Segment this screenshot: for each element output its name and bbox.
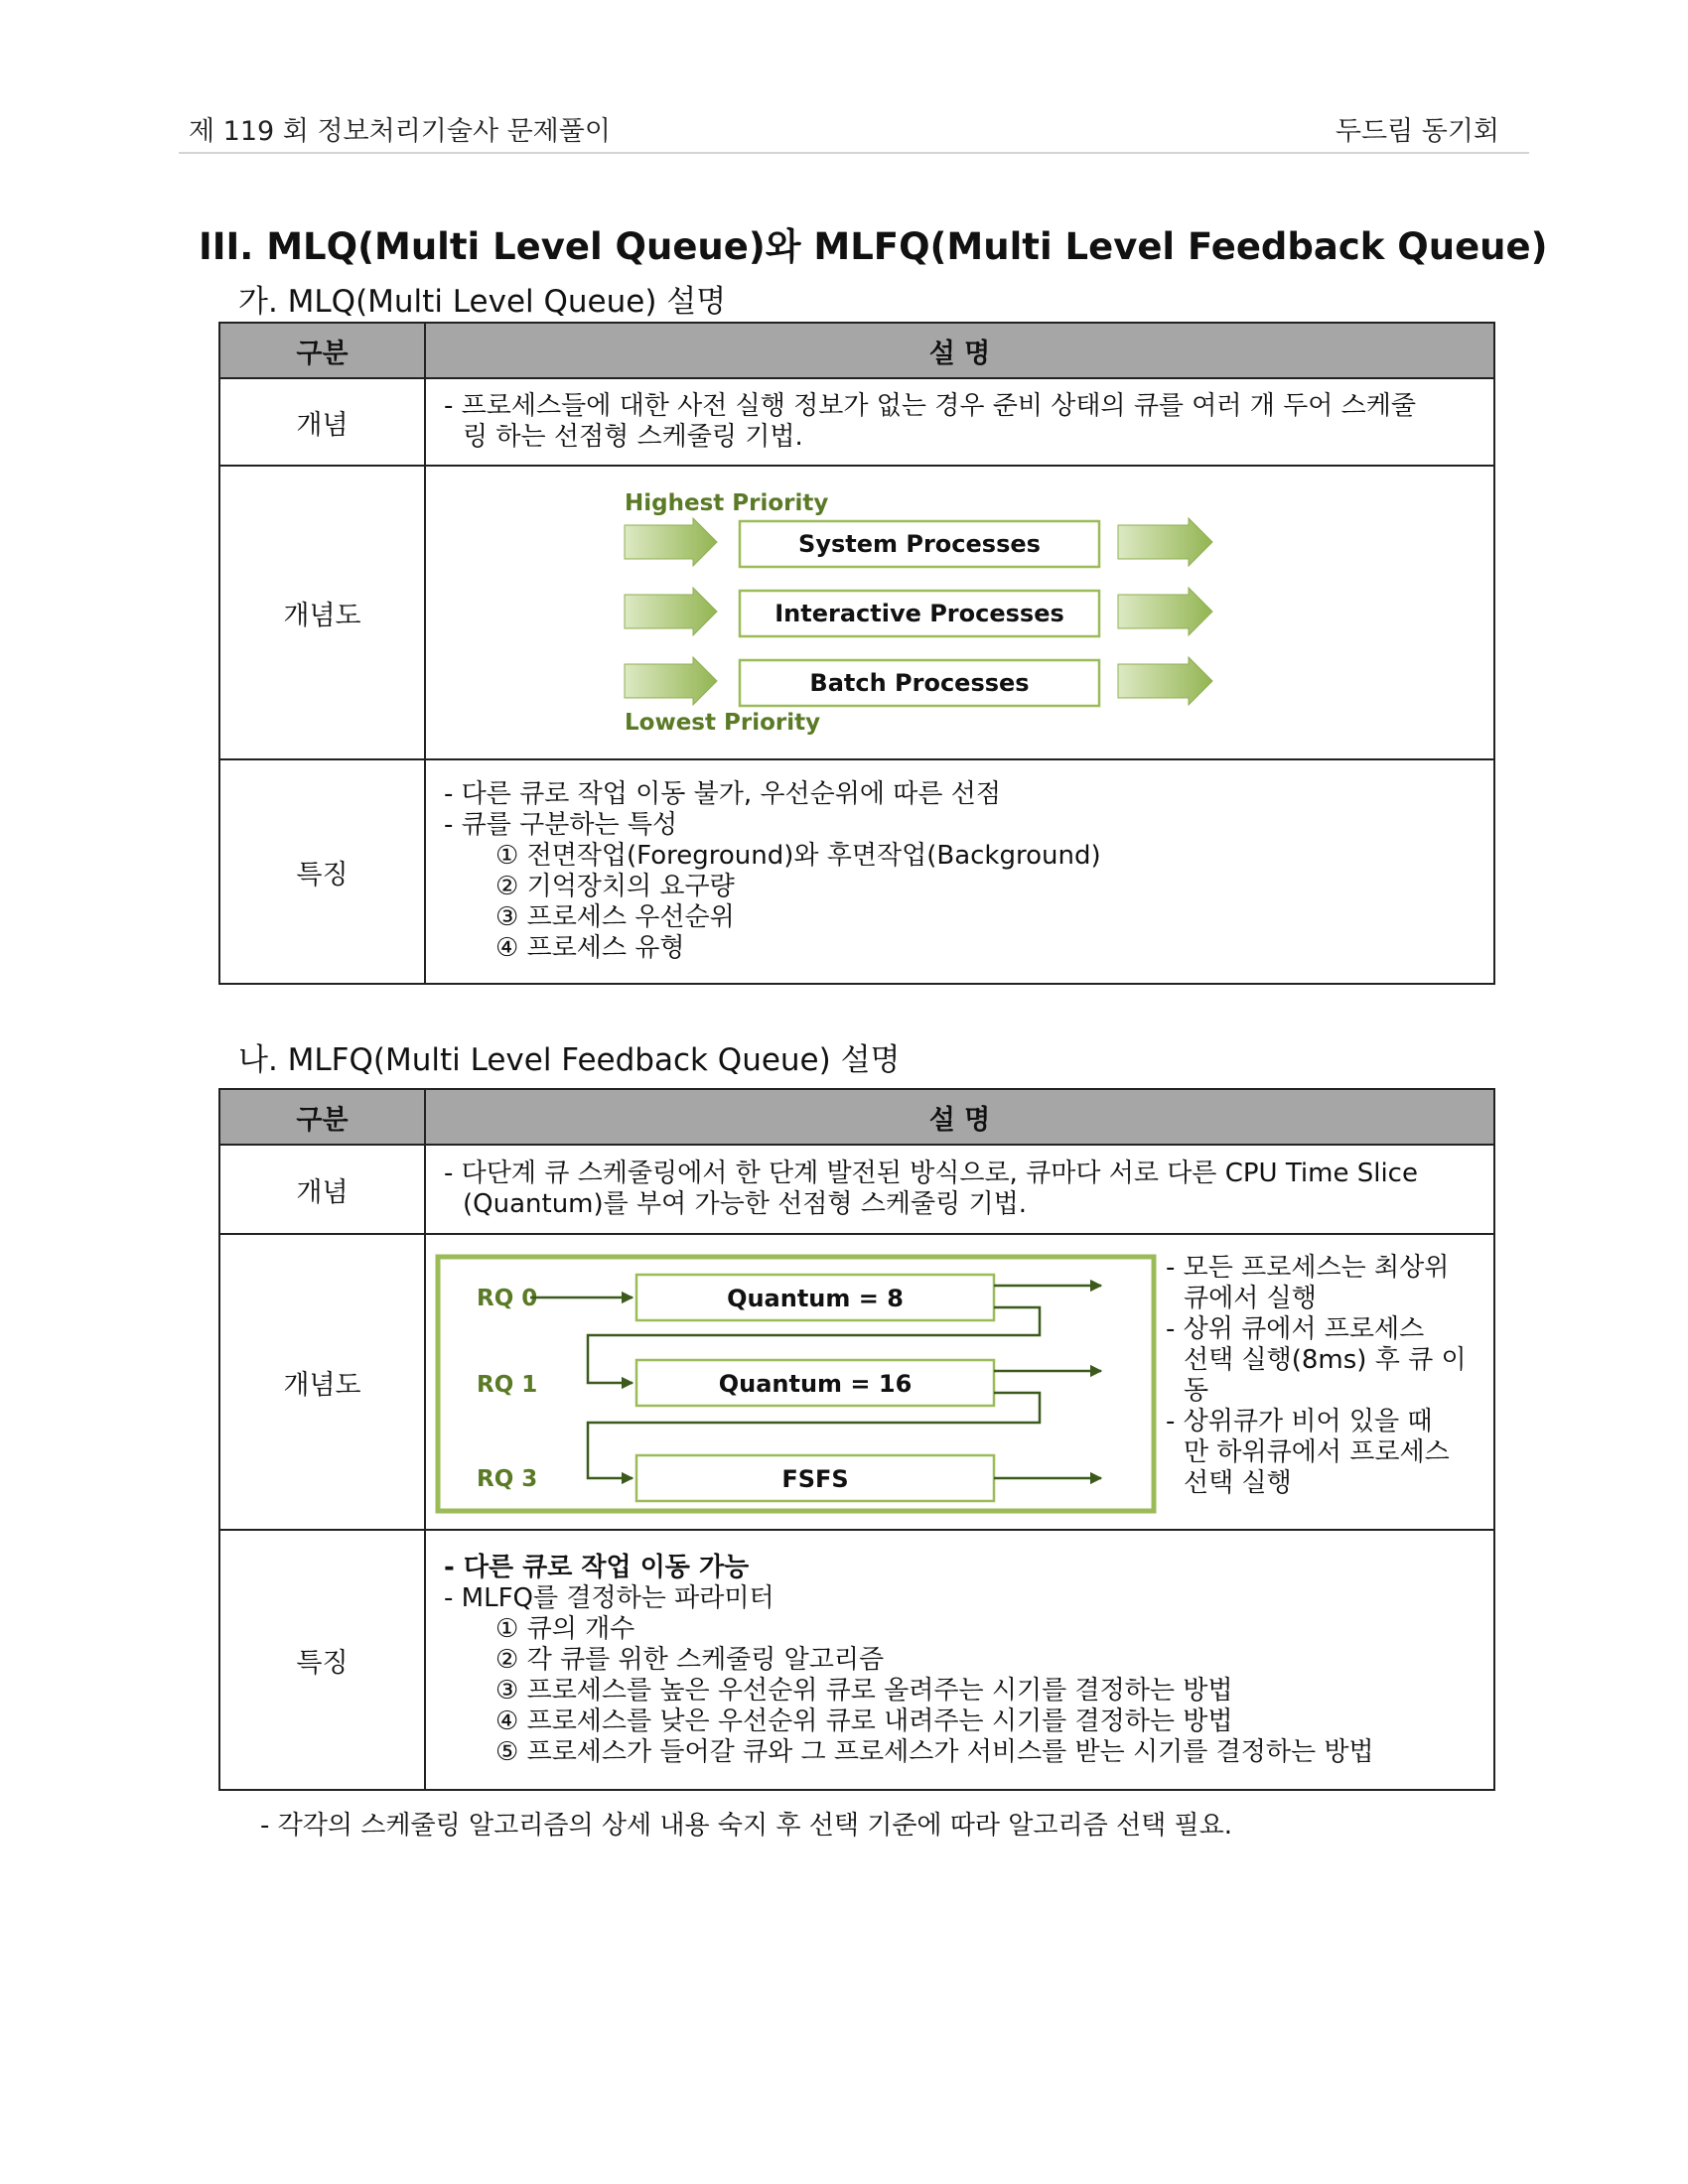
mlq-diagram-cell (425, 466, 1494, 759)
feature-line: - 다른 큐로 작업 이동 가능 (444, 1552, 750, 1582)
mlq-col-description: 설 명 (425, 323, 1494, 378)
mlfq-heading: 나. MLFQ(Multi Level Feedback Queue) 설명 (238, 1042, 901, 1078)
diagram-notes (1166, 1253, 1475, 1498)
feature-line: - 다른 큐로 작업 이동 불가, 우선순위에 따른 선점 (444, 779, 1001, 809)
queue-system-label: System Processes (798, 530, 1041, 558)
mlfq-diagram-label: 개념도 (219, 1234, 425, 1530)
mlq-features-label: 특징 (219, 759, 425, 984)
note-line: 큐에서 실행 (1184, 1284, 1317, 1313)
queue-rq0-label: Quantum = 8 (727, 1285, 904, 1312)
mlq-diagram (426, 467, 1493, 754)
output-arrow-icon (1118, 657, 1212, 705)
mlfq-concept-line: (Quantum)를 부여 가능한 선점형 스케줄링 기법. (463, 1189, 1027, 1219)
mlq-concept-label: 개념 (219, 378, 425, 466)
mlfq-concept-text (425, 1145, 1494, 1234)
mlfq-diagram (426, 1235, 1493, 1525)
highest-priority-label: Highest Priority (625, 490, 829, 516)
feature-item: ① 큐의 개수 (495, 1613, 635, 1644)
mlq-concept-text (425, 378, 1494, 466)
note-line: 선택 실행 (1184, 1468, 1292, 1498)
rq-label: RQ 3 (477, 1466, 538, 1492)
mlq-heading: 가. MLQ(Multi Level Queue) 설명 (238, 284, 727, 320)
feature-item: ④ 프로세스를 낮은 우선순위 큐로 내려주는 시기를 결정하는 방법 (495, 1706, 1233, 1736)
input-arrow-icon (625, 657, 717, 705)
feature-item: ① 전면작업(Foreground)와 후면작업(Background) (495, 841, 1101, 871)
note-line: 동 (1184, 1376, 1209, 1406)
output-arrow-icon (1118, 518, 1212, 566)
mlfq-features-label: 특징 (219, 1530, 425, 1790)
section-title: III. MLQ(Multi Level Queue)와 MLFQ(Multi Level Feedback Queue) (199, 225, 1548, 268)
feature-item: ④ 프로세스 유형 (495, 933, 685, 963)
input-arrow-icon (625, 518, 717, 566)
header-right: 두드림 동기회 (1335, 116, 1499, 147)
queue-rq3-label: FSFS (781, 1465, 849, 1493)
mlfq-features (425, 1530, 1494, 1790)
rq-label: RQ 1 (477, 1372, 538, 1398)
feature-item: ⑤ 프로세스가 들어갈 큐와 그 프로세스가 서비스를 받는 시기를 결정하는 방법 (495, 1736, 1374, 1767)
mlq-concept-line: - 프로세스들에 대한 사전 실행 정보가 없는 경우 준비 상태의 큐를 여러 개 두어 스케줄 (444, 391, 1417, 421)
mlfq-table (218, 1088, 1495, 1791)
mlq-table (218, 322, 1495, 985)
input-arrow-icon (625, 588, 717, 635)
queue-rq1-label: Quantum = 16 (718, 1370, 913, 1398)
lowest-priority-label: Lowest Priority (625, 710, 821, 736)
header-divider (179, 152, 1529, 154)
mlfq-col-category: 구분 (219, 1089, 425, 1145)
footer-note: - 각각의 스케줄링 알고리즘의 상세 내용 숙지 후 선택 기준에 따라 알고리즘 선택 필요. (260, 1811, 1233, 1841)
note-line: - 상위 큐에서 프로세스 (1166, 1314, 1425, 1344)
mlq-diagram-label: 개념도 (219, 466, 425, 759)
note-line: - 모든 프로세스는 최상위 (1166, 1253, 1450, 1283)
mlq-concept-line: 링 하는 선점형 스케줄링 기법. (463, 422, 803, 452)
mlq-col-category: 구분 (219, 323, 425, 378)
feature-item: ② 기억장치의 요구량 (495, 872, 735, 901)
note-line: 만 하위큐에서 프로세스 (1184, 1437, 1450, 1467)
mlq-features (425, 759, 1494, 984)
mlfq-concept-label: 개념 (219, 1145, 425, 1234)
mlfq-concept-line: - 다단계 큐 스케줄링에서 한 단계 발전된 방식으로, 큐마다 서로 다른 CPU Time Slice (444, 1159, 1418, 1188)
feature-item: ③ 프로세스를 높은 우선순위 큐로 올려주는 시기를 결정하는 방법 (495, 1675, 1233, 1706)
queue-interactive-label: Interactive Processes (774, 600, 1064, 627)
feature-item: ② 각 큐를 위한 스케줄링 알고리즘 (495, 1644, 885, 1675)
feature-line: - 큐를 구분하는 특성 (444, 810, 678, 840)
output-arrow-icon (1118, 588, 1212, 635)
rq-label: RQ 0 (477, 1286, 538, 1311)
header-left: 제 119 회 정보처리기술사 문제풀이 (189, 116, 611, 147)
note-line: - 상위큐가 비어 있을 때 (1166, 1407, 1433, 1436)
note-line: 선택 실행(8ms) 후 큐 이 (1184, 1345, 1467, 1375)
queue-batch-label: Batch Processes (809, 669, 1030, 697)
feature-line: - MLFQ를 결정하는 파라미터 (444, 1582, 774, 1613)
mlfq-diagram-cell (425, 1234, 1494, 1530)
mlfq-col-description: 설 명 (425, 1089, 1494, 1145)
feature-item: ③ 프로세스 우선순위 (495, 902, 735, 932)
